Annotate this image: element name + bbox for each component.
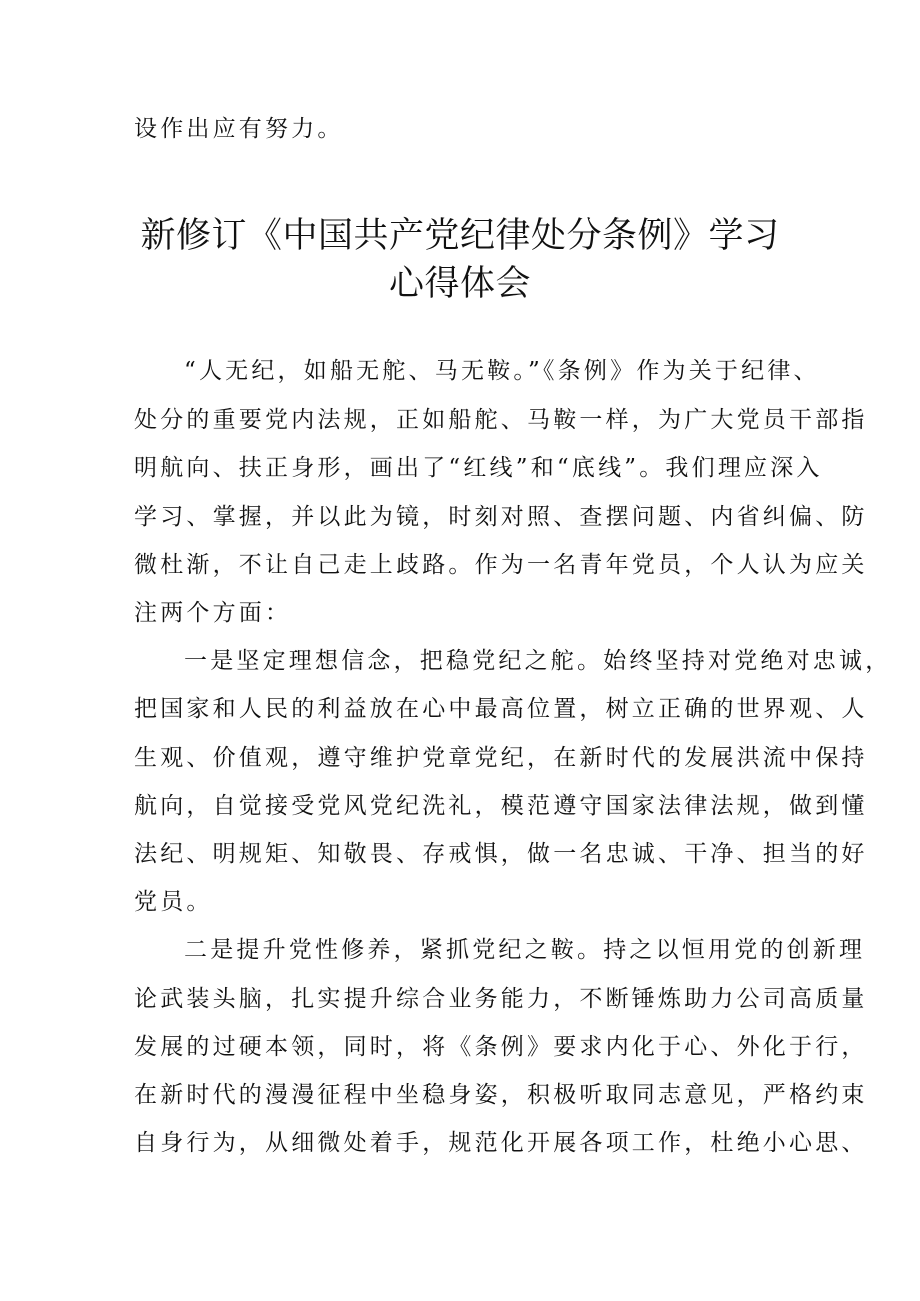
paragraph-line: 二是提升党性修养，紧抓党纪之鞍。持之以恒用党的创新理 [184, 937, 866, 963]
paragraph-line: 论武装头脑，扎实提升综合业务能力，不断锤炼助力公司高质量 [134, 986, 868, 1012]
paragraph-line: 自身行为，从细微处着手，规范化开展各项工作，杜绝小心思、 [134, 1130, 868, 1156]
paragraph-line: 微杜渐，不让自己走上歧路。作为一名青年党员，个人认为应关 [134, 552, 868, 578]
paragraph-line: 学习、掌握，并以此为镜，时刻对照、查摆问题、内省纠偏、防 [134, 504, 868, 530]
paragraph-line: “人无纪，如船无舵、马无鞍。”《条例》作为关于纪律、 [184, 358, 820, 384]
document-title-line-1: 新修订《中国共产党纪律处分条例》学习 [140, 216, 780, 256]
paragraph-line: 明航向、扶正身形，画出了“红线”和“底线”。我们理应深入 [134, 455, 823, 481]
paragraph-line: 一是坚定理想信念，把稳党纪之舵。始终坚持对党绝对忠诚， [184, 648, 892, 674]
carryover-line: 设作出应有努力。 [134, 116, 344, 142]
paragraph-line: 党员。 [134, 889, 213, 915]
paragraph-line: 注两个方面： [134, 600, 292, 626]
paragraph-line: 生观、价值观，遵守维护党章党纪，在新时代的发展洪流中保持 [134, 745, 868, 771]
paragraph-line: 航向，自觉接受党风党纪洗礼，模范遵守国家法律法规，做到懂 [134, 793, 868, 819]
paragraph-line: 法纪、明规矩、知敬畏、存戒惧，做一名忠诚、干净、担当的好 [134, 841, 868, 867]
document-title-line-2: 心得体会 [388, 264, 531, 304]
paragraph-line: 把国家和人民的利益放在心中最高位置，树立正确的世界观、人 [134, 696, 868, 722]
paragraph-line: 发展的过硬本领，同时，将《条例》要求内化于心、外化于行， [134, 1034, 868, 1060]
paragraph-line: 在新时代的漫漫征程中坐稳身姿，积极听取同志意见，严格约束 [134, 1082, 868, 1108]
paragraph-line: 处分的重要党内法规，正如船舵、马鞍一样，为广大党员干部指 [134, 407, 868, 433]
